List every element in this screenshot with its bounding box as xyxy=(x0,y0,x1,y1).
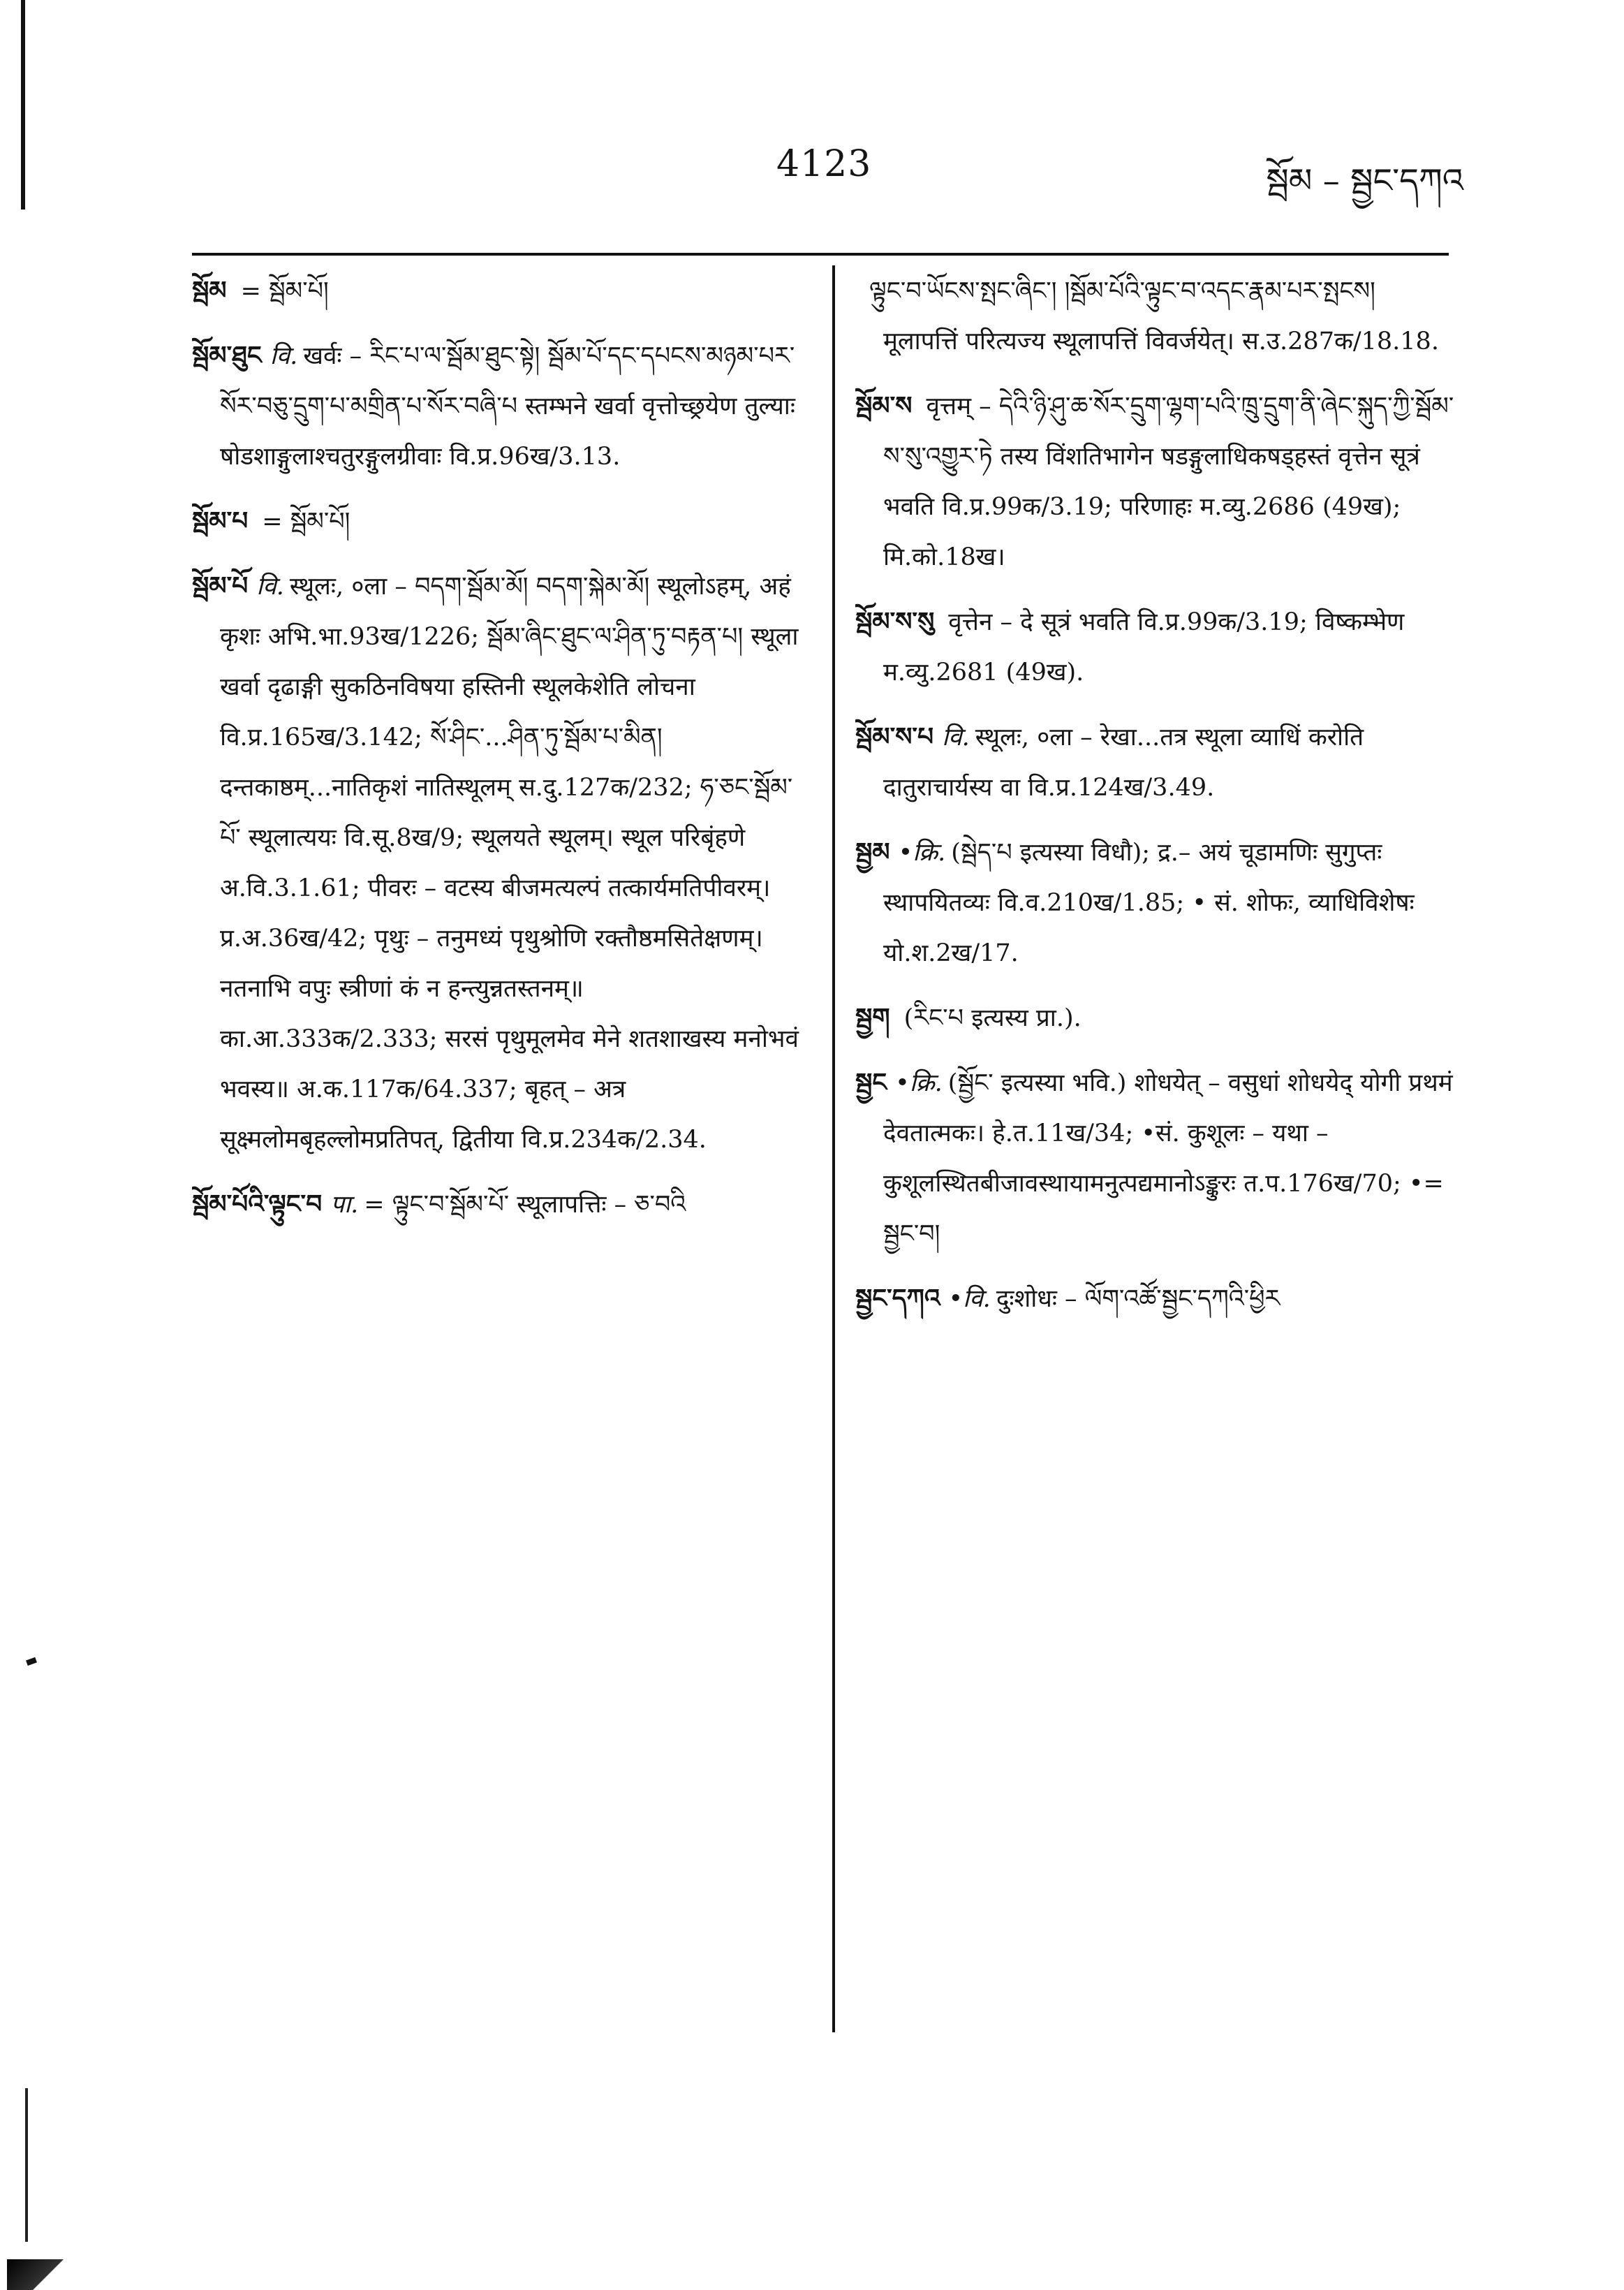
dictionary-entry xyxy=(192,496,806,547)
entry-text: = ལྟུང་བ་སྦོམ་པོ་ स्थूलापत्तिः – ཅ་བའི xyxy=(364,1191,686,1219)
entry-headword: སྦོམ་ཐུང xyxy=(192,341,262,370)
dictionary-entry xyxy=(192,265,806,316)
entry-headword: སྦོམ xyxy=(192,276,227,305)
entry-headword: སྦྱང་དཀའ xyxy=(855,1284,940,1313)
column-divider xyxy=(832,265,835,2032)
right-column xyxy=(855,265,1456,2277)
running-head: སྦོམ – སྦྱང་དཀའ xyxy=(1266,161,1463,200)
entry-text: (སྦེད་པ इत्यस्या विधौ); द्र.– अयं चूडामणिः सुगुप्तः स्थापयितव्यः वि.व.210ख/1.85; • सं. शोफः, व्याधिविशेषः यो.श.2ख/17. xyxy=(883,839,1415,967)
entry-headword: སྦྱང xyxy=(855,1068,887,1097)
entry-text: स्थूलः, ०ला – रेखा...तत्र स्थूला व्याधिं करोति दातुराचार्यस्य वा वि.प्र.124ख/3.49. xyxy=(883,724,1364,802)
entry-headword: སྦྱག xyxy=(855,1003,890,1032)
entry-text: वृत्तेन – दे सूत्रं भवति वि.प्र.99क/3.19; विष्कम्भेण म.व्यु.2681 (49ख). xyxy=(883,608,1405,687)
scan-border-mark xyxy=(25,2088,28,2242)
entry-headword: སྦོམ་པ xyxy=(192,506,249,536)
entry-text: = སྦོམ་པོ། xyxy=(262,508,350,536)
entry-text: = སྦོམ་པོ། xyxy=(240,277,329,305)
dictionary-entry xyxy=(855,1057,1456,1259)
entry-headword: སྦྱམ xyxy=(855,837,890,867)
entry-grammar: वि. xyxy=(256,573,284,601)
dictionary-entry xyxy=(855,596,1456,698)
entry-grammar: •क्रि. xyxy=(895,1069,943,1097)
dictionary-entry xyxy=(855,712,1456,813)
dictionary-entry xyxy=(855,827,1456,978)
entry-grammar: पा. xyxy=(330,1191,359,1219)
header-rule xyxy=(192,253,1449,256)
dictionary-entry xyxy=(192,561,806,1165)
entry-headword: སྦོམ་པོ xyxy=(192,571,249,601)
entry-text: वृत्तम् – དེའི་ཉི་ཤུ་ཆ་སོར་དྲུག་ལྷག་པའི་ཁྲུ་དྲུག་ནི་ཞེང་སྐུད་ཀྱི་སྦོམ་ས་སུ་འགྱུར་ཏེ तस्य विंशतिभागेन षडङ्गुलाधिकषड्हस्तं वृत्तेन सूत्रं भवति वि.प्र.99क/3.19; परिणाहः म.व्यु.2686 (49ख); मि.को.18ख। xyxy=(883,392,1454,571)
entry-grammar: •क्रि. xyxy=(898,839,946,867)
dictionary-entry xyxy=(855,1273,1456,1324)
entry-text: (སྦྱོང་ इत्यस्या भवि.) शोधयेत् – वसुधां शोधयेद् योगी प्रथमं देवतात्मकः। हे.त.11ख/34; •सं. कुशूलः – यथा – कुशूलस्थितबीजावस्थायामनुत्पद्यमानोऽङ्कुरः त.प.176ख/70; •= སྦྱང་བ། xyxy=(883,1069,1453,1248)
entry-grammar: वि. xyxy=(270,342,298,370)
page-number: 4123 xyxy=(776,143,872,185)
entry-headword: སྦོམ་པོའི་ལྟུང་བ xyxy=(192,1189,323,1219)
dictionary-entry xyxy=(855,381,1456,582)
entry-headword: སྦོམ་ས་པ xyxy=(855,722,934,751)
entry-text: दुःशोधः – ལོག་འཚོ་སྦྱང་དཀའི་ཕྱིར xyxy=(996,1285,1280,1313)
entry-text: (རིང་པ इत्यस्य प्रा.). xyxy=(903,1004,1082,1032)
dictionary-entry xyxy=(192,330,806,482)
dictionary-entry xyxy=(855,992,1456,1043)
scan-border-mark xyxy=(21,0,25,210)
entry-headword: སྦོམ་ས་སུ xyxy=(855,607,935,636)
entry-headword: སྦོམ་ས xyxy=(855,391,913,420)
left-column xyxy=(192,265,806,2277)
entry-text: खर्वः – རིང་པ་ལ་སྦོམ་ཐུང་སྟེ། སྦོམ་པོ་དང་དཔངས་མཉམ་པར་སོར་བཅུ་དྲུག་པ་མགྲིན་པ་སོར་བཞི་པ स्तम्भने खर्वा वृत्तोच्छ्रयेण तुल्याः षोडशाङ्गुलाश्चतुरङ्गुलग्रीवाः वि.प्र.96ख/3.13. xyxy=(220,342,795,471)
dictionary-entry xyxy=(192,1179,806,1230)
entry-grammar: वि. xyxy=(942,724,970,751)
entry-text: स्थूलः, ०ला – བདག་སྦོམ་མོ། བདག་སྐེམ་མོ། स्थूलोऽहम्, अहं कृशः अभि.भा.93ख/1226; སྦོམ་ཞིང་ཐུང་ལ་ཤིན་ཏུ་བརྟན་པ། स्थूला खर्वा दृढाङ्गी सुकठिनविषया हस्तिनी स्थूलकेशेति लोचना वि.प्र.165ख/3.142; སོ་ཤིང་...ཤིན་ཏུ་སྦོམ་པ་མིན། दन्तकाष्ठम्...नातिकृशं नातिस्थूलम् स.दु.127क/232; ཧ་ཅང་སྦོམ་པོ་ स्थूलात्ययः वि.सू.8ख/9; स्थूलयते स्थूलम्। स्थूल परिबृंहणे अ.वि.3.1.61; पीवरः – वटस्य बीजमत्यल्पं तत्कार्यमतिपीवरम्। प्र.अ.36ख/42; पृथुः – तनुमध्यं पृथुश्रोणि रक्तौष्ठमसितेक्षणम्। नतनाभि वपुः स्त्रीणां कं न हन्त्युन्नतस्तनम्॥ का.आ.333क/2.333; सरसं पृथुमूलमेव मेने शतशाखस्य मनोभवं भवस्य॥ अ.क.117क/64.337; बृहत् – अत्र सूक्ष्मलोमबृहल्लोमप्रतिपत्, द्वितीया वि.प्र.234क/2.34. xyxy=(220,573,799,1154)
dictionary-entry xyxy=(855,265,1456,367)
entry-grammar: •वि. xyxy=(948,1285,991,1313)
entry-text: ལྟུང་བ་ཡོངས་སྤང་ཞིང་། །སྦོམ་པོའི་ལྟུང་བ་འདང་རྣམ་པར་སྤངས། मूलापत्तिं परित्यज्य स्थूलापत्तिं विवर्जयेत्। स.उ.287क/18.18. xyxy=(869,277,1439,355)
scan-corner-shadow xyxy=(7,2259,70,2290)
scan-speck xyxy=(26,1657,37,1666)
